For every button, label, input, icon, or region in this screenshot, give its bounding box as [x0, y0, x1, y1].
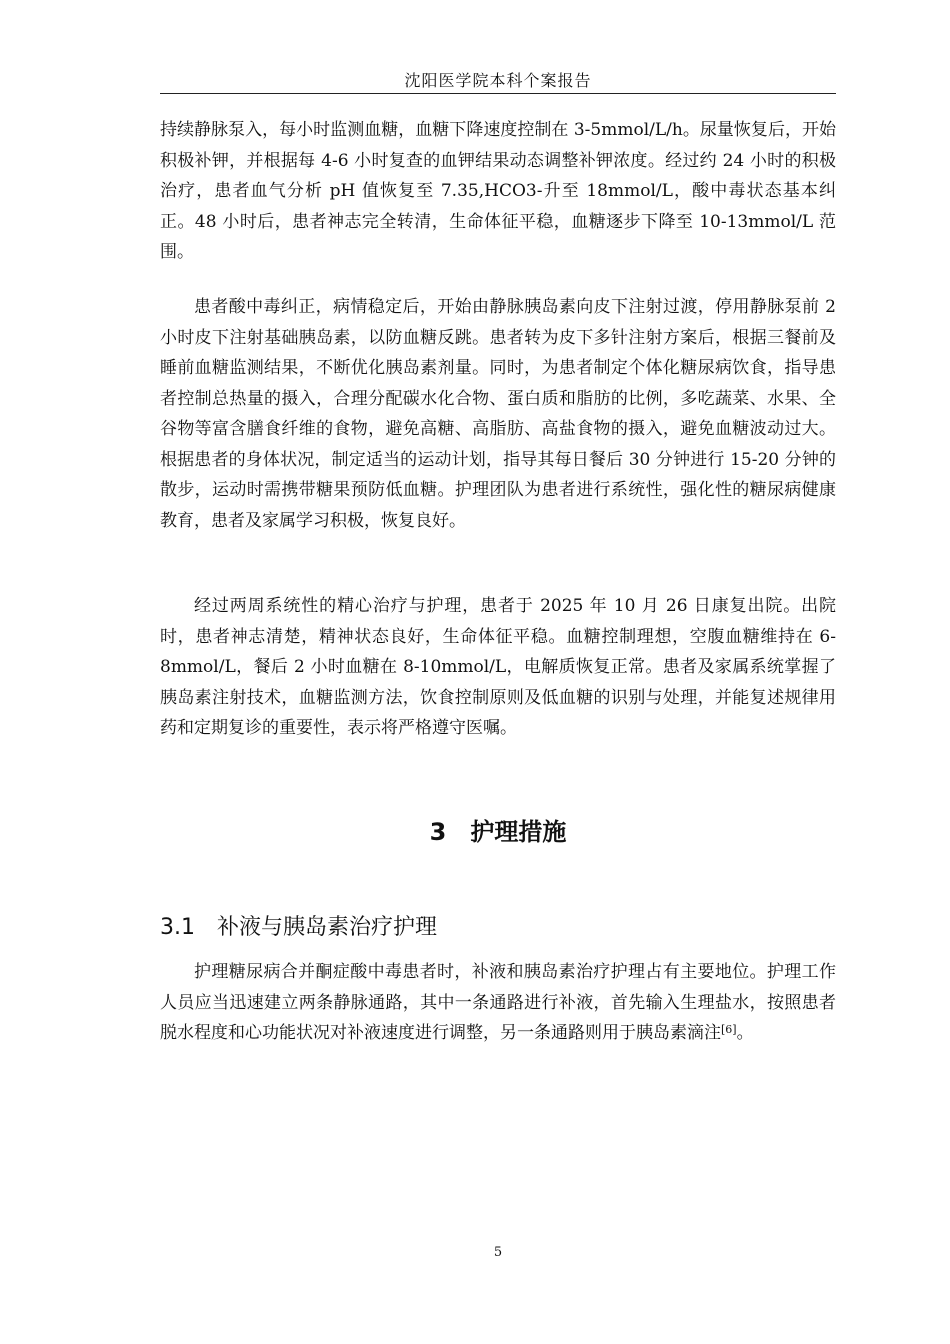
paragraph-body: 护理糖尿病合并酮症酸中毒患者时，补液和胰岛素治疗护理占有主要地位。护理工作人员应当迅速建立两条静脉通路，其中一条通路进行补液，首先输入生理盐水，按照患者脱水程度和心功能状况对补液速度进行调整，另一条通路则用于胰岛素滴注: [160, 962, 836, 1043]
body-paragraph: [160, 292, 836, 536]
paragraph-text: 持续静脉泵入，每小时监测血糖，血糖下降速度控制在 3-5mmol/L/h。尿量恢复后，开始积极补钾，并根据每 4-6 小时复查的血钾结果动态调整补钾浓度。经过约 24 小时的积极治疗，患者血气分析 pH 值恢复至 7.35,HCO3-升至 18mmol/L，酸中毒状态基本纠正。48 小时后，患者神志完全转清，生命体征平稳，血糖逐步下降至 10-13mmol/L 范围。: [160, 120, 836, 262]
body-paragraph: [160, 591, 836, 744]
chapter-number: 3: [429, 818, 447, 846]
paragraph-text: [160, 957, 836, 1049]
citation-reference[interactable]: [6]: [721, 1023, 737, 1036]
header-rule: [160, 93, 836, 94]
section-title: 补液与胰岛素治疗护理: [217, 915, 438, 940]
running-header: 沈阳医学院本科个案报告: [404, 71, 592, 90]
page-number: 5: [493, 1245, 503, 1260]
body-paragraph-continued: [160, 115, 836, 268]
paragraph-end: 。: [736, 1023, 754, 1043]
paragraph-text: 经过两周系统性的精心治疗与护理，患者于 2025 年 10 月 26 日康复出院。出院时，患者神志清楚，精神状态良好，生命体征平稳。血糖控制理想，空腹血糖维持在 6-8mmol/L，餐后 2 小时血糖在 8-10mmol/L，电解质恢复正常。患者及家属系统掌握了胰岛素注射技术，血糖监测方法，饮食控制原则及低血糖的识别与处理，并能复述规律用药和定期复诊的重要性，表示将严格遵守医嘱。: [160, 596, 836, 738]
chapter-title: 护理措施: [470, 818, 567, 846]
section-heading: [160, 910, 437, 941]
chapter-heading: [160, 812, 836, 847]
section-paragraph: [160, 957, 836, 1049]
paragraph-text: 患者酸中毒纠正，病情稳定后，开始由静脉胰岛素向皮下注射过渡，停用静脉泵前 2 小时皮下注射基础胰岛素，以防血糖反跳。患者转为皮下多针注射方案后，根据三餐前及睡前血糖监测结果，不断优化胰岛素剂量。同时，为患者制定个体化糖尿病饮食，指导患者控制总热量的摄入，合理分配碳水化合物、蛋白质和脂肪的比例，多吃蔬菜、水果、全谷物等富含膳食纤维的食物，避免高糖、高脂肪、高盐食物的摄入，避免血糖波动过大。根据患者的身体状况，制定适当的运动计划，指导其每日餐后 30 分钟进行 15-20 分钟的散步，运动时需携带糖果预防低血糖。护理团队为患者进行系统性，强化性的糖尿病健康教育，患者及家属学习积极，恢复良好。: [160, 297, 836, 531]
section-number: 3.1: [160, 915, 195, 940]
